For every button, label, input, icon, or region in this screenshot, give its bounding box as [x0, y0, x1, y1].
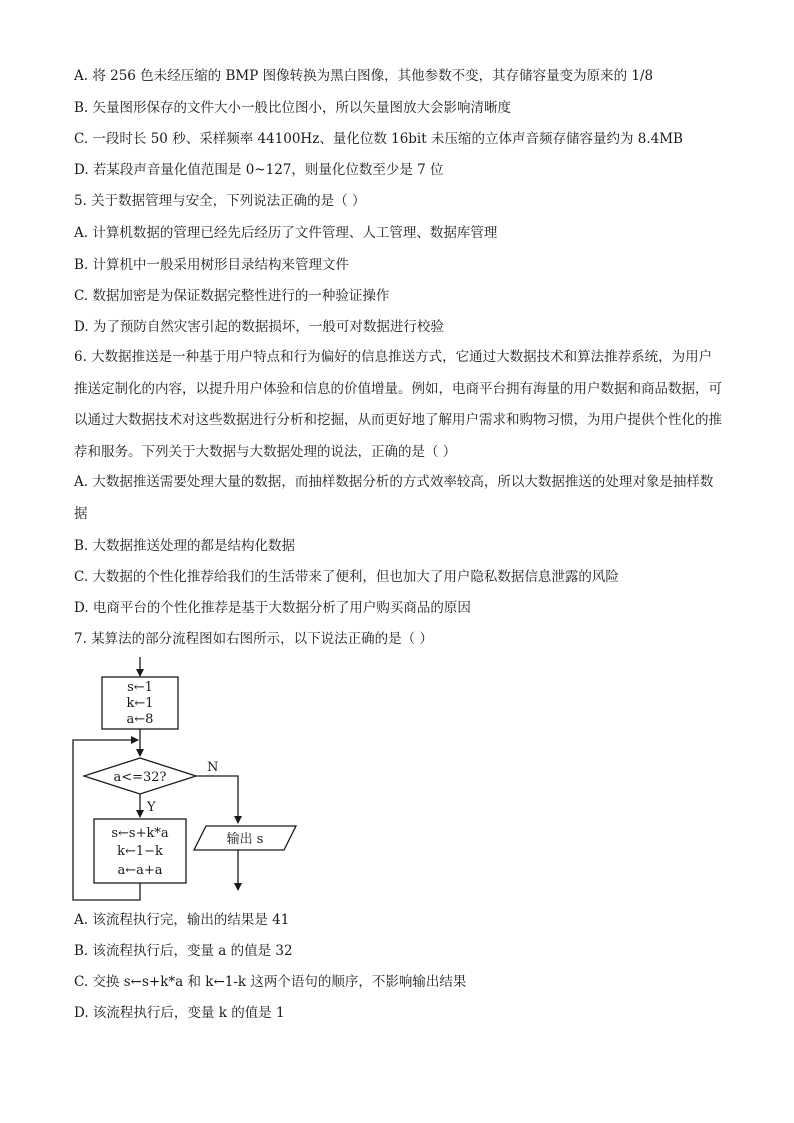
q4-option-d: D. 若某段声音量化值范围是 0~127，则量化位数至少是 7 位: [74, 162, 444, 178]
init-line-3: a←8: [126, 712, 154, 727]
q6-option-b: B. 大数据推送处理的都是结构化数据: [74, 538, 296, 554]
q5-option-c: C. 数据加密是为保证数据完整性进行的一种验证操作: [74, 288, 390, 304]
loop-back-arrow: [73, 740, 140, 900]
body-line-1: s←s+k*a: [111, 826, 169, 841]
q7-option-b: B. 该流程执行后，变量 a 的值是 32: [74, 943, 293, 959]
q4-option-b: B. 矢量图形保存的文件大小一般比位图小，所以矢量图放大会影响清晰度: [74, 100, 512, 116]
q7-option-d: D. 该流程执行后，变量 k 的值是 1: [74, 1005, 285, 1021]
q7-stem: 7. 某算法的部分流程图如右图所示，以下说法正确的是（ ）: [74, 631, 433, 647]
q7-option-c: C. 交换 s←s+k*a 和 k←1-k 这两个语句的顺序，不影响输出结果: [74, 974, 467, 990]
init-box: [102, 677, 178, 729]
q4-option-c: C. 一段时长 50 秒、采样频率 44100Hz、量化位数 16bit 未压缩的立体声音频存储容量约为 8.4MB: [74, 131, 683, 147]
condition-diamond: [84, 758, 196, 794]
init-line-1: s←1: [127, 680, 153, 695]
output-parallelogram: [194, 826, 296, 850]
yes-label: Y: [147, 800, 156, 815]
q7-option-a: A. 该流程执行完，输出的结果是 41: [74, 912, 290, 928]
q6-option-a: A. 大数据推送需要处理大量的数据，而抽样数据分析的方式效率较高，所以大数据推送的处理对象是抽样数据: [74, 474, 714, 522]
body-line-2: k←1−k: [117, 844, 163, 859]
q5-option-d: D. 为了预防自然灾害引起的数据损坏，一般可对数据进行校验: [74, 319, 444, 335]
no-branch-arrow: [196, 776, 238, 823]
output-text: 输出 s: [226, 832, 264, 847]
q5-option-a: A. 计算机数据的管理已经先后经历了文件管理、人工管理、数据库管理: [74, 225, 498, 241]
condition-text: a<=32?: [113, 770, 167, 785]
q5-stem: 5. 关于数据管理与安全，下列说法正确的是（ ）: [74, 193, 366, 209]
q5-option-b: B. 计算机中一般采用树形目录结构来管理文件: [74, 257, 350, 273]
q6-option-d: D. 电商平台的个性化推荐是基于大数据分析了用户购买商品的原因: [74, 600, 471, 616]
q6-stem: 6. 大数据推送是一种基于用户特点和行为偏好的信息推送方式，它通过大数据技术和算法推荐系统，为用户推送定制化的内容，以提升用户体验和信息的价值增量。例如，电商平台拥有海量的用户数据和商品数据，可以通过大数据技术对这些数据进行分析和挖掘，从而更好地了解用户需求和购物习惯，为用户提供个性化的推荐和服务。下列关于大数据与大数据处理的说法，正确的是（ ）: [74, 349, 722, 460]
init-line-2: k←1: [126, 696, 154, 711]
q6-option-c: C. 大数据的个性化推荐给我们的生活带来了便利，但也加大了用户隐私数据信息泄露的风险: [74, 569, 619, 585]
body-line-3: a←a+a: [117, 863, 163, 878]
no-label: N: [207, 760, 219, 775]
q4-option-a: A. 将 256 色未经压缩的 BMP 图像转换为黑白图像，其他参数不变，其存储容量变为原来的 1/8: [74, 68, 654, 84]
loop-body-box: [94, 819, 186, 883]
